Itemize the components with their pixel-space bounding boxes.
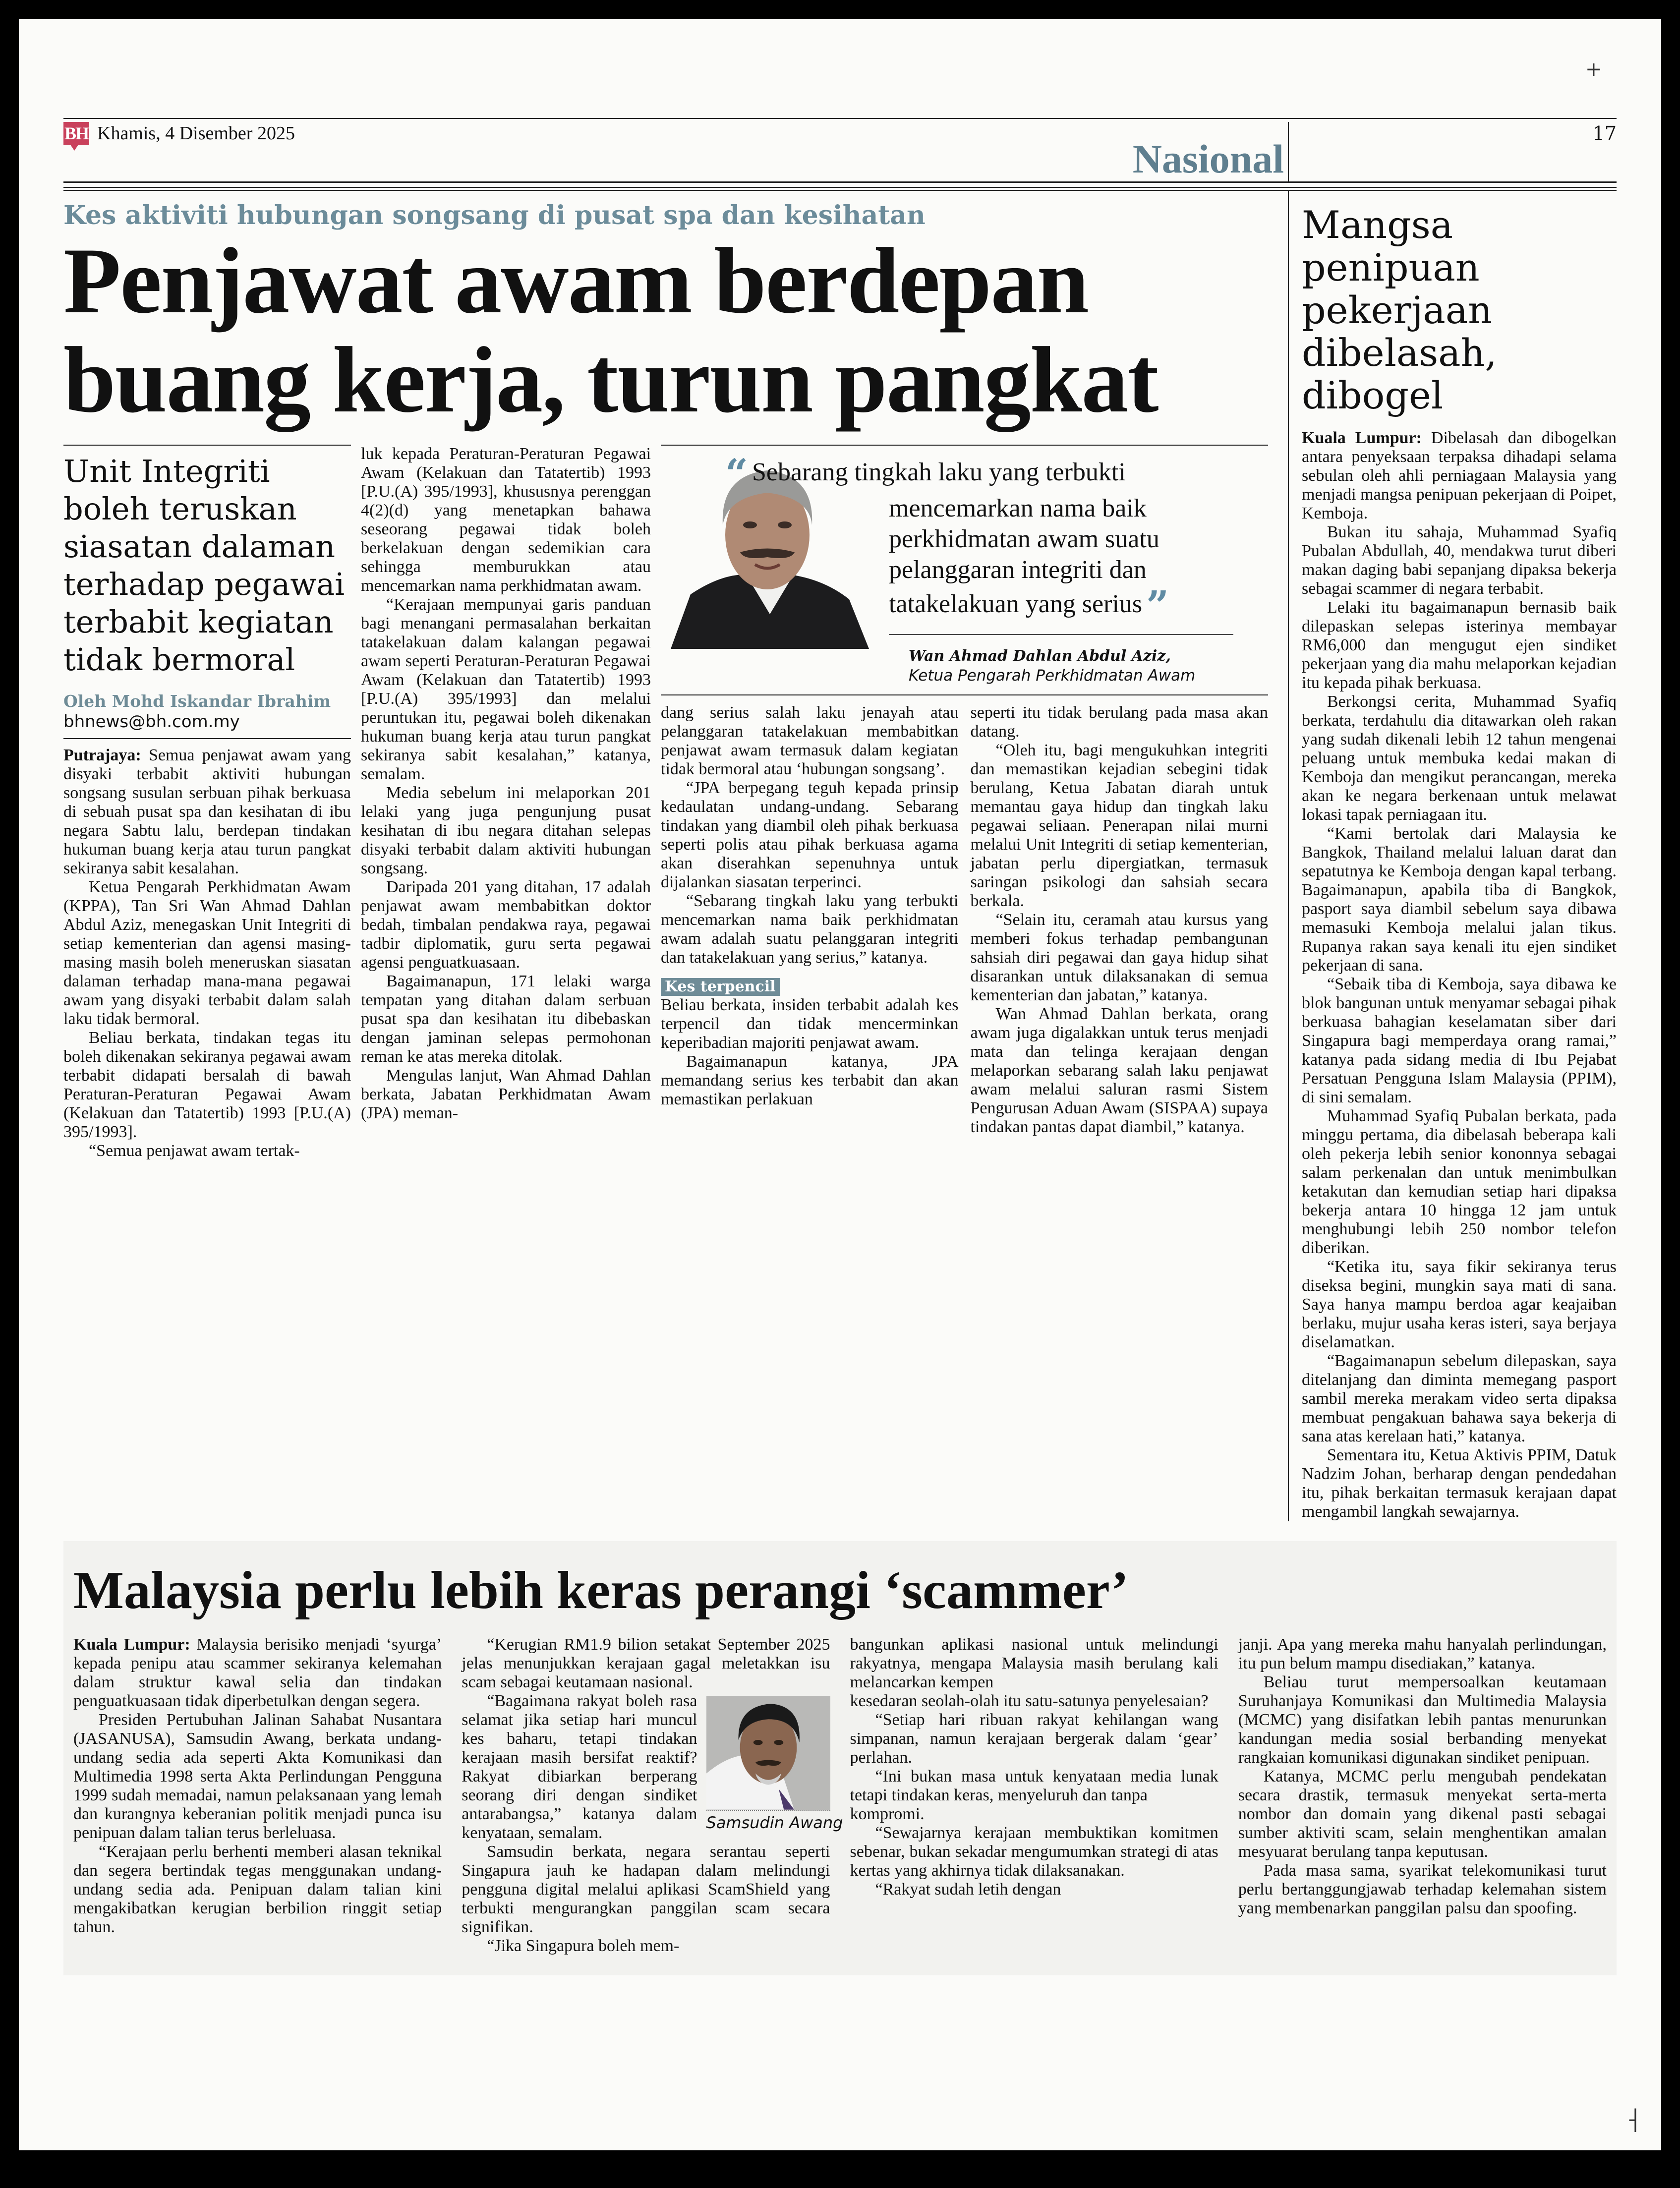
bottom-column-1 <box>73 1635 442 1937</box>
side-headline: Mangsa penipuan pekerjaan dibelasah, dibogel <box>1302 203 1497 417</box>
main-column-3 <box>661 703 959 1137</box>
photo-caption: Samsudin Awang <box>706 1810 830 1833</box>
paragraph: “Selain itu, ceramah atau kursus yang memberi fokus terhadap pembangunan sahsiah diri pegawai dan gaya hidup sihat disarankan untuk dilaksanakan di semua kementerian dan jabatan,” katanya. <box>970 911 1268 1004</box>
page-number: 17 <box>1592 122 1617 144</box>
issue-date: Khamis, 4 Disember 2025 <box>97 123 295 144</box>
paragraph: Sementara itu, Ketua Aktivis PPIM, Datuk Nadzim Johan, berharap dengan pendedahan itu, pihak berkaitan termasuk kerajaan dapat mengambil langkah sewajarnya. <box>1302 1446 1617 1521</box>
paragraph: kompromi. <box>850 1805 925 1823</box>
paragraph: “Sebaik tiba di Kemboja, saya dibawa ke blok bangunan untuk menyamar sebagai pihak berkuasa bahagian keselamatan siber dari Singapura bagi memperdaya orang ramai,” katanya pada sidang media di Ibu Pejabat Persatuan Pengguna Islam Malaysia (PPIM), di sini semalam. <box>1302 975 1617 1106</box>
bottom-article-panel <box>63 1541 1617 1975</box>
paragraph: bangunkan aplikasi nasional untuk melindungi rakyatnya, mengapa Malaysia masih berulang kali melancarkan kempen <box>850 1635 1218 1691</box>
paragraph: “Jika Singapura boleh mem- <box>487 1937 680 1955</box>
pull-quote-text: Sebarang tingkah laku yang terbukti <box>752 458 1126 486</box>
main-subheadline: Unit Integriti boleh teruskan siasatan dalaman terhadap pegawai terbabit kegiatan tidak bermoral <box>63 453 345 678</box>
byline: Oleh Mohd Iskandar Ibrahim <box>63 691 331 711</box>
main-headline-line2: buang kerja, turun pangkat <box>63 328 1158 432</box>
paragraph: “Bagaimanapun sebelum dilepaskan, saya ditelanjang dan diminta memegang pasport sambil mereka merakam video serta dipaksa membuat pengakuan bahawa saya bekerja di sana atas kerelaan hati,” katanya. <box>1302 1352 1617 1445</box>
paragraph: “Setiap hari ribuan rakyat kehilangan wang simpanan, namun kerajaan bergerak dalam ‘gear’ perlahan. <box>850 1711 1218 1767</box>
paragraph: Beliau berkata, tindakan tegas itu boleh dikenakan sekiranya pegawai awam terbabit didapati bersalah di bawah Peraturan-Peraturan Pegawai Awam (Kelakuan dan Tatatertib) 1993 [P.U.(A) 395/1993]. <box>63 1029 351 1141</box>
paragraph: “Semua penjawat awam tertak- <box>89 1142 300 1160</box>
bottom-column-4 <box>1238 1635 1607 1918</box>
paragraph: luk kepada Peraturan-Peraturan Pegawai Awam (Kelakuan dan Tatatertib) 1993 [P.U.(A) 395/1993], khususnya perenggan 4(2)(d) yang menetapkan bahawa seseorang pegawai tidak boleh berkelakuan dengan sedemikian cara sehingga memburukkan atau mencemarkan nama perkhidmatan awam. <box>361 445 651 595</box>
paragraph: janji. Apa yang mereka mahu hanyalah perlindungan, itu pun belum mampu disediakan,” katanya. <box>1238 1635 1607 1672</box>
portrait-samsudin-awang <box>706 1696 830 1810</box>
pull-quote-line: perkhidmatan awam suatu <box>889 525 1159 553</box>
pull-quote-line: pelanggaran integriti dan <box>889 556 1147 584</box>
main-kicker: Kes aktiviti hubungan songsang di pusat spa dan kesihatan <box>63 200 926 230</box>
paragraph: Media sebelum ini melaporkan 201 lelaki yang juga pengunjung pusat kesihatan di ibu negara ditahan selepas disyaki terbabit dalam aktiviti hubungan songsang. <box>361 784 651 877</box>
paragraph: “JPA berpegang teguh kepada prinsip kedaulatan undang-undang. Sebarang tindakan yang diambil oleh pihak berkuasa seperti polis atau pihak berkuasa agama akan diserahkan sepenuhnya untuk dijalankan siasatan terperinci. <box>661 779 959 891</box>
paragraph: “Kerugian RM1.9 bilion setakat September 2025 jelas menunjukkan kerajaan gagal meletakkan isu scam sebagai keutamaan nasional. <box>462 1635 830 1691</box>
photo-figure <box>706 1696 843 1833</box>
paragraph: Beliau berkata, insiden terbabit adalah kes terpencil dan tidak mencerminkan keperibadian majoriti penjawat awam. <box>661 996 959 1052</box>
paragraph: Semua penjawat awam yang disyaki terbabit aktiviti hubungan songsang susulan serbuan pihak berkuasa di sebuah pusat spa dan kesihatan di ibu negara Sabtu lalu, berdepan tindakan hukuman buang kerja atau turun pangkat sekiranya sabit kesalahan. <box>63 746 351 877</box>
author-email: bhnews@bh.com.my <box>63 711 351 739</box>
open-quote-icon: “ <box>725 450 749 497</box>
paragraph: Berkongsi cerita, Muhammad Syafiq berkata, terdahulu dia ditawarkan oleh rakan yang sudah dikenali lebih 12 tahun mengenai peluang untuk membuka kedai makan di Kemboja dan mengikut perancangan, mereka akan ke negara berkenaan untuk melawat lokasi tapak perniagaan itu. <box>1302 692 1617 824</box>
paragraph: Pada masa sama, syarikat telekomunikasi turut perlu bertanggungjawab terhadap kelemahan sistem yang membenarkan panggilan palsu dan spoofing. <box>1238 1861 1607 1917</box>
pull-quote <box>725 450 1233 629</box>
paragraph: Beliau turut mempersoalkan keutamaan Suruhanjaya Komunikasi dan Multimedia Malaysia (MCMC) yang disifatkan lebih pantas menurunkan kandungan media sosial berbanding menyekat rangkaian komunikasi digunakan sindiket penipuan. <box>1238 1673 1607 1767</box>
registration-mark-icon: + <box>1585 58 1602 81</box>
paragraph: Dibelasah dan dibogelkan antara penyeksaan terpaksa dihadapi selama sebulan oleh ahli perniagaan Malaysia yang menjadi mangsa penipuan pekerjaan di Poipet, Kemboja. <box>1302 429 1617 522</box>
main-column-2 <box>361 445 651 1123</box>
paragraph: Presiden Pertubuhan Jalinan Sahabat Nusantara (JASANUSA), Samsudin Awang, berkata undang-undang sedia ada seperti Akta Komunikasi dan Multimedia 1998 serta Akta Perlindungan Pengguna 1999 sudah memadai, namun pelaksanaan yang lemah dan kurangnya keberanian politik menjadi punca isu penipuan dalam talian terus berleluasa. <box>73 1711 442 1842</box>
bottom-headline: Malaysia perlu lebih keras perangi ‘scammer’ <box>73 1561 1129 1620</box>
paragraph: Muhammad Syafiq Pubalan berkata, pada minggu pertama, dia dibelasah beberapa kali oleh pekerja lebih senior kononnya sebagai salam perkenalan dan untuk menimbulkan ketakutan dan kemudian setiap hari dipaksa bekerja antara 10 hingga 12 jam untuk menghubungi lebih 250 nombor telefon diberikan. <box>1302 1107 1617 1257</box>
paragraph: Wan Ahmad Dahlan berkata, orang awam juga digalakkan untuk terus menjadi mata dan telinga kerajaan dengan melaporkan sebarang salah laku penjawat awam melalui saluran rasmi Sistem Pengurusan Aduan Awam (SISPAA) supaya tindakan pantas dapat diambil,” katanya. <box>970 1005 1268 1136</box>
pull-quote-line <box>725 450 1233 497</box>
close-quote-icon: ” <box>1146 582 1169 629</box>
dateline: Kuala Lumpur: <box>73 1635 190 1654</box>
paragraph: Bagaimanapun, 171 lelaki warga tempatan yang ditahan dalam serbuan pusat spa dan kesihatan itu dibebaskan dengan jaminan selepas permohonan reman ke atas mereka ditolak. <box>361 972 651 1066</box>
paragraph: Ketua Pengarah Perkhidmatan Awam (KPPA), Tan Sri Wan Ahmad Dahlan Abdul Aziz, menegaskan Unit Integriti di setiap kementerian dan agensi masing-masing masih boleh meneruskan siasatan dalaman terhadap mana-mana pegawai awam yang disyaki terbabit dalam salah laku tidak bermoral. <box>63 878 351 1028</box>
paragraph: “Bagaimana rakyat boleh rasa selamat jika setiap hari muncul kes baharu, tetapi tindakan kerajaan masih bersifat reaktif? Rakyat dibiarkan berperang seorang diri dengan sindiket antarabangsa,” katanya dalam kenyataan, semalam. <box>462 1692 697 1842</box>
pull-quote-text: tatakelakuan yang serius <box>889 590 1143 618</box>
side-article <box>1288 191 1617 1521</box>
subsection-label: Kes terpencil <box>661 978 780 996</box>
paragraph: “Kerajaan mempunyai garis panduan bagi menangani permasalahan berkaitan tatakelakuan dalam kalangan pegawai awam seperti Peraturan-Peraturan Pegawai Awam (Kelakuan dan Tatatertib) 1993 [P.U.(A) 395/1993] dan melalui peruntukan itu, pegawai boleh dikenakan hukuman buang kerja atau turun pangkat sekiranya sabit kesalahan,” katanya, semalam. <box>361 595 651 783</box>
side-article-body <box>1302 429 1617 1521</box>
paragraph: “Sewajarnya kerajaan membuktikan komitmen sebenar, bukan sekadar mengumumkan strategi di atas kertas yang akhirnya tidak dilaksanakan. <box>850 1824 1218 1880</box>
paragraph: Daripada 201 yang ditahan, 17 adalah penjawat awam membabitkan doktor bedah, timbalan pendakwa raya, pegawai tadbir diplomatik, guru serta pegawai agensi penguatkuasaan. <box>361 878 651 972</box>
bh-logo: BH <box>63 122 89 145</box>
paragraph: Bagaimanapun katanya, JPA memandang serius kes terbabit dan akan memastikan perlakuan <box>661 1052 959 1108</box>
dateline: Putrajaya: <box>63 746 141 764</box>
main-column-4 <box>971 703 1269 1137</box>
paragraph: kesedaran seolah-olah itu satu-satunya penyelesaian? <box>850 1692 1209 1710</box>
masthead <box>63 118 1617 181</box>
newspaper-page <box>19 19 1661 2150</box>
main-article <box>63 191 1288 1521</box>
header-rule <box>63 181 1617 188</box>
paragraph: “Sebarang tingkah laku yang terbukti mencemarkan nama baik perkhidmatan awam adalah suatu pelanggaran integriti dan tatakelakuan yang serius,” katanya. <box>661 892 959 967</box>
paragraph: “Ini bukan masa untuk kenyataan media lunak tetapi tindakan keras, menyeluruh dan tanpa <box>850 1767 1218 1804</box>
paragraph: seperti itu tidak berulang pada masa akan datang. <box>970 703 1268 741</box>
pull-quote-line: mencemarkan nama baik <box>889 494 1147 522</box>
pull-quote-box <box>661 445 1268 695</box>
bottom-column-2 <box>462 1635 843 1956</box>
paragraph: Malaysia berisiko menjadi ‘syurga’ kepada penipu atau scammer sekiranya kelemahan dalam struktur kawal selia dan tindakan penguatkuasaan tidak diperbetulkan dengan segera. <box>73 1635 442 1710</box>
section-title: Nasional <box>1132 136 1284 181</box>
pull-quote-line <box>889 582 1233 629</box>
paragraph: dang serius salah laku jenayah atau pelanggaran tatakelakuan membabitkan penjawat awam termasuk dalam kegiatan tidak bermoral atau ‘hubungan songsang’. <box>661 703 959 778</box>
paragraph: Katanya, MCMC perlu mengubah pendekatan secara drastik, termasuk menyekat serta-merta nombor dan domain yang dikenal pasti sebagai sumber aktiviti scam, selain menghentikan amalan mesyuarat berulang tanpa keputusan. <box>1238 1767 1607 1861</box>
paragraph: “Rakyat sudah letih dengan <box>875 1880 1061 1899</box>
registration-mark-icon: ┤ <box>1629 2109 1641 2132</box>
paragraph: “Kami bertolak dari Malaysia ke Bangkok, Thailand melalui laluan darat dan sepatutnya ke Kemboja dengan kapal terbang. Bagaimanapun, apabila tiba di Bangkok, pasport saya diambil sebelum saya dibawa memasuki Kemboja melalui jalan tikus. Rupanya rakan saya kenali itu ejen sindiket pekerjaan di sana. <box>1302 824 1617 975</box>
quote-attribution-name: Wan Ahmad Dahlan Abdul Aziz, <box>909 647 1171 665</box>
paragraph: “Ketika itu, saya fikir sekiranya terus diseksa begini, mungkin saya mati di sana. Saya hanya mampu berdoa agar keajaiban berlaku, mujur usaha keras isteri, saya berjaya diselamatkan. <box>1302 1258 1617 1351</box>
paragraph: Lelaki itu bagaimanapun bernasib baik dilepaskan selepas isterinya membayar RM6,000 dan mengugut ejen sindiket pekerjaan yang dia mahu melaporkan kejadian itu kepada pihak berkuasa. <box>1302 598 1617 692</box>
quote-attribution-title: Ketua Pengarah Perkhidmatan Awam <box>909 667 1196 685</box>
paragraph: Mengulas lanjut, Wan Ahmad Dahlan berkata, Jabatan Perkhidmatan Awam (JPA) meman- <box>361 1066 651 1122</box>
paragraph: “Kerajaan perlu berhenti memberi alasan teknikal dan segera bertindak tegas menggunakan undang-undang sedia ada. Penipuan dalam talian kini mengakibatkan kerugian berbilion ringgit setiap tahun. <box>73 1843 442 1936</box>
paragraph: Samsudin berkata, negara serantau seperti Singapura jauh ke hadapan dalam melindungi pengguna digital melalui aplikasi ScamShield yang terbukti mengurangkan panggilan scam secara signifikan. <box>462 1843 830 1936</box>
dateline: Kuala Lumpur: <box>1302 429 1422 447</box>
main-column-1 <box>63 746 351 1160</box>
main-headline-line1: Penjawat awam berdepan <box>63 229 1088 333</box>
paragraph: Bukan itu sahaja, Muhammad Syafiq Pubalan Abdullah, 40, mendakwa turut diberi makan daging babi sepanjang dipaksa bekerja sebagai scammer di negara terbabit. <box>1302 523 1617 598</box>
paragraph: “Oleh itu, bagi mengukuhkan integriti dan memastikan kejadian sebegini tidak berulang, Ketua Jabatan diarah untuk memantau gaya hidup dan tingkah laku pegawai seliaan. Penerapan nilai murni melalui Unit Integriti di setiap kementerian, jabatan perlu dipergiatkan, termasuk saringan psikologi dan sahsiah secara berkala. <box>970 741 1268 910</box>
bottom-column-3 <box>850 1635 1218 1899</box>
